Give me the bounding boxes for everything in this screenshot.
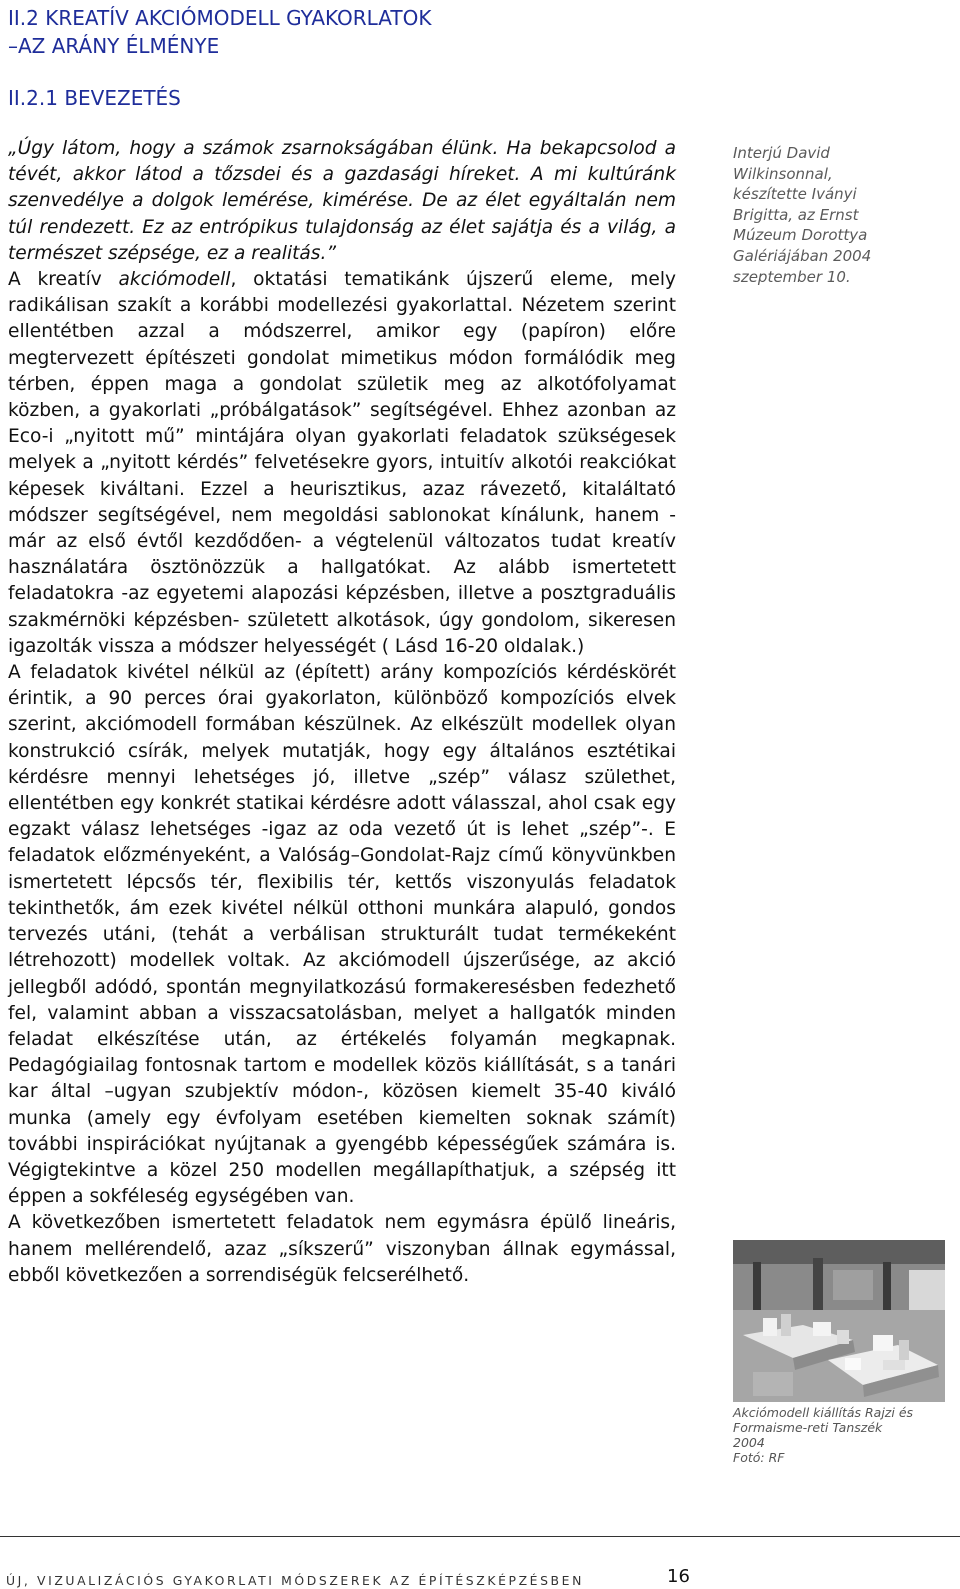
- exhibition-photo-image: [733, 1240, 945, 1402]
- margin-note-line: készítette Iványi: [733, 185, 857, 204]
- body-paragraph-3: A következőben ismertetett feladatok nem egymásra épülő lineáris, hanem mellérendelő, azaz „síkszerű” viszonyban állnak egymással, ebből következően a sorrendiségük felcserélhető.: [8, 1212, 676, 1286]
- margin-note-line: Galériájában 2004: [733, 246, 872, 265]
- term-akciomodell: akciómodell: [118, 269, 231, 291]
- caption-line: 2004: [733, 1435, 765, 1450]
- footer-divider: [0, 1536, 960, 1537]
- margin-note-line: Interjú David: [733, 144, 830, 162]
- caption-line: Fotó: RF: [733, 1450, 785, 1465]
- body-paragraph-1: [8, 267, 676, 660]
- exhibition-photo: [733, 1240, 945, 1402]
- paragraph-1-lead: A kreatív: [8, 269, 119, 291]
- paragraph-1-rest: , oktatási tematikánk újszerű eleme, mely radikálisan szakít a korábbi modellezési gyakorlattal. Nézetem szerint ellentétben azzal a módszerrel, amikor egy (papíron) előre megtervezett építészeti gondolat mimetikus módon formálódik meg térben, éppen maga a gondolat születik meg az alkotófolyamat közben, a gyakorlati „próbálgatások” segítségével. Ehhez azonban az Eco-i „nyitott mű” mintájára olyan gyakorlati feladatok szükségesek melyek a „nyitott kérdés” felvetésekre gyors, intuitív alkotói reakciókat képesek kiváltani. Ezzel a heurisztikus, azaz rávezető, kitaláltató módszer segítségével, nem megoldási sablonokat kínálunk, hanem -már az első évtől kezdődően- a végtelenül változatos tudat kreatív használatára ösztönözzük a hallgatókat. Az alább ismertetett feladatokra -az egyetemi alapozási képzésben, illetve a posztgraduális szakmérnöki képzésben- született alkotások, úgy gondolom, sikeresen igazolták vissza a módszer helyességét ( Lásd 16-20 oldalak.): [8, 269, 676, 657]
- chapter-title: [8, 4, 431, 60]
- margin-note-interview: [733, 143, 933, 287]
- opening-quote: „Úgy látom, hogy a számok zsarnokságában élünk. Ha bekapcsolod a tévét, akkor látod a tőzsdei és a gazdasági híreket. A mi kultúránk szenvedélye a dolgok lemérése, kimérése. De az élet egyáltalán nem túl rendezett. Ez az entrópikus tulajdonság az élet sajátja és a világ, a természet szépsége, ez a realitás.”: [8, 138, 676, 264]
- margin-note-line: Múzeum Dorottya: [733, 226, 868, 245]
- page-number: 16: [667, 1566, 690, 1587]
- photo-caption: [733, 1405, 943, 1465]
- margin-note-line: Brigitta, az Ernst: [733, 205, 859, 224]
- section-heading: II.2.1 BEVEZETÉS: [8, 86, 181, 110]
- chapter-title-line-2: –AZ ARÁNY ÉLMÉNYE: [8, 34, 220, 58]
- chapter-title-line-1: II.2 KREATÍV AKCIÓMODELL GYAKORLATOK: [8, 6, 432, 30]
- running-footer-title: ÚJ, VIZUALIZÁCIÓS GYAKORLATI MÓDSZEREK AZ ÉPÍTÉSZKÉPZÉSBEN: [6, 1573, 584, 1588]
- caption-line: Akciómodell kiállítás Rajzi és: [733, 1405, 914, 1420]
- margin-note-line: szeptember 10.: [733, 267, 851, 286]
- margin-note-line: Wilkinsonnal,: [733, 164, 833, 183]
- caption-line: Formaisme-reti Tanszék: [733, 1420, 883, 1435]
- body-paragraph-2: A feladatok kivétel nélkül az (épített) arány kompozíciós kérdéskörét érintik, a 90 perces órai gyakorlaton, különböző kompozíciós elvek szerint, akciómodell formában készülnek. Az elkészült modellek olyan konstrukció csírák, melyek mutatják, hogy egy általános esztétikai kérdésre mennyi lehetséges jó, illetve „szép” válasz születhet, ellentétben egy konkrét statikai kérdésre adott válasszal, ahol csak egy egzakt válasz lehetséges -igaz az oda vezető út is lehet „szép”-. E feladatok előzményeként, a Valóság–Gondolat-Rajz című könyvünkben ismertetett lépcsős tér, flexibilis tér, kettős viszonyulás feladatok tekinthetők, ám ezek kivétel nélkül otthoni munkára alapuló, gondos tervezés utáni, (tehát a verbálisan strukturált tudat termékeként létrehozott) modellek voltak. Az akciómodell újszerűsége, az akció jellegből adódó, spontán megnyilatkozású formakeresésben fedezhető fel, valamint abban a visszacsatolásban, melyet a hallgatók minden feladat elkészítése után, az értékelés folyamán megkapnak. Pedagógiailag fontosnak tartom e modellek közös kiállítását, s a tanári kar által –ugyan szubjektív módon-, közösen kiemelt 35-40 kiváló munka (amely egy évfolyam esetében kiemelten soknak számít) további inspirációkat nyújtanak a gyengébb képességűek számára is. Végigtekintve a közel 250 modellen megállapíthatjuk, a szépség itt éppen a sokféleség egységében van.: [8, 662, 676, 1208]
- main-text-column: [8, 136, 676, 1289]
